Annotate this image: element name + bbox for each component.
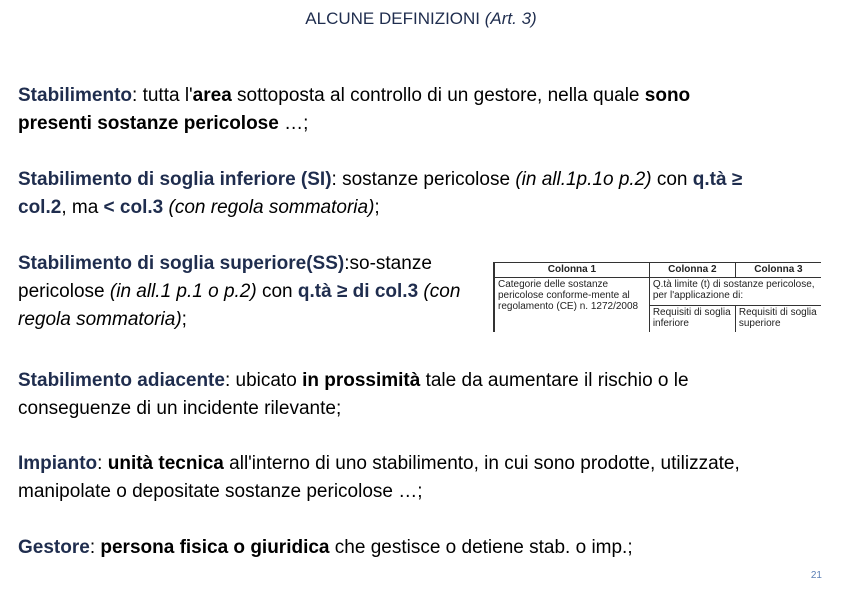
emph: < col.3 <box>103 197 164 218</box>
definition-stabilimento <box>18 82 758 138</box>
table-cell: Requisiti di soglia inferiore <box>649 305 735 332</box>
term: Stabilimento di soglia superiore(SS) <box>18 253 345 274</box>
term: Gestore <box>18 537 90 558</box>
emph: area <box>192 85 232 106</box>
term: Stabilimento <box>18 85 133 106</box>
text: con <box>651 169 693 190</box>
text: : <box>97 453 108 474</box>
emph: sono presenti sostanze pericolose <box>18 85 691 134</box>
table-cell: Q.tà limite (t) di sostanze pericolose, per l'applicazione di: <box>649 278 821 305</box>
text: , ma <box>61 197 104 218</box>
term: adiacente <box>137 370 225 391</box>
italic-ref: (con regola sommatoria) <box>18 281 461 330</box>
text: : ubicato <box>224 370 303 391</box>
term: Stabilimento di soglia inferiore (SI) <box>18 169 332 190</box>
title-article: (Art. 3) <box>484 9 537 28</box>
definition-adiacente <box>18 367 778 423</box>
definition-gestore <box>18 534 798 562</box>
text: …; <box>278 113 309 134</box>
text: che gestisce o detiene stab. o imp.; <box>329 537 633 558</box>
text: tale da aumentare il rischio o le conseguenze di un incidente rilevante; <box>18 370 689 419</box>
table-row <box>494 278 821 305</box>
italic-ref: (in all.1p.1o p.2) <box>515 169 652 190</box>
table-cell: Requisiti di soglia superiore <box>735 305 821 332</box>
text: :so-stanze pericolose <box>18 253 432 302</box>
table-header: Colonna 1 <box>494 263 649 278</box>
text: all'interno di uno stabilimento, in cui sono prodotte, utilizzate, manipolate o depositate sostanze pericolose …; <box>18 453 740 502</box>
definition-impianto <box>18 450 778 506</box>
page-number: 21 <box>810 570 822 581</box>
text: : <box>89 537 101 558</box>
text: : tutta l' <box>132 85 193 106</box>
text: ; <box>374 197 380 218</box>
definition-soglia-superiore <box>18 250 468 334</box>
definition-soglia-inferiore <box>18 166 788 222</box>
text: con <box>256 281 298 302</box>
title-main: ALCUNE DEFINIZIONI <box>305 9 481 28</box>
emph: persona fisica o giuridica <box>100 537 330 558</box>
emph: unità tecnica <box>107 453 224 474</box>
page-title <box>0 9 842 29</box>
table-header: Colonna 2 <box>649 263 735 278</box>
emph: in prossimità <box>302 370 421 391</box>
emph: q.tà ≥ col.2 <box>18 169 743 218</box>
table-header: Colonna 3 <box>735 263 821 278</box>
text: ; <box>181 309 187 330</box>
table-cell: Categorie delle sostanze pericolose conforme-mente al regolamento (CE) n. 1272/2008 <box>494 278 649 332</box>
table-header-row <box>494 263 821 278</box>
emph: q.tà ≥ di col.3 <box>297 281 419 302</box>
term: Stabilimento <box>18 370 138 391</box>
columns-table <box>493 262 821 332</box>
text: : sostanze pericolose <box>331 169 516 190</box>
italic-ref: (in all.1 p.1 o p.2) <box>109 281 257 302</box>
term: Impianto <box>18 453 98 474</box>
italic-ref: (con regola sommatoria) <box>168 197 375 218</box>
text: sottoposta al controllo di un gestore, nella quale <box>231 85 645 106</box>
